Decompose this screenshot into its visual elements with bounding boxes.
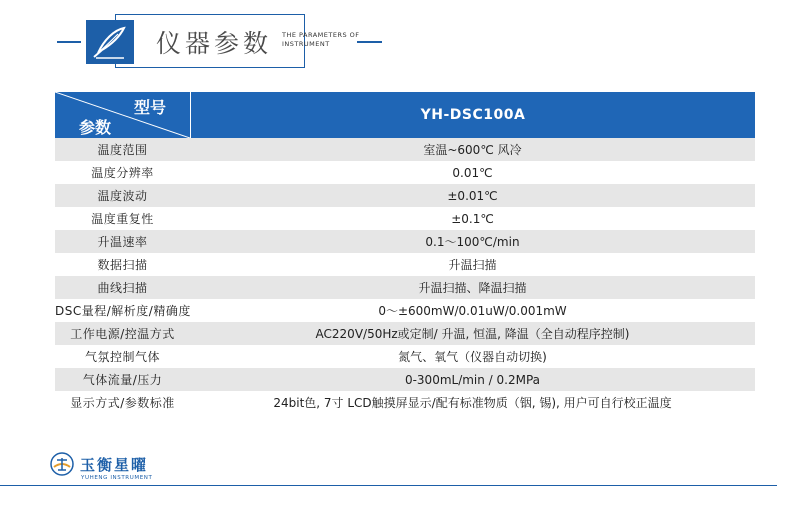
param-value: 室温~600℃ 风冷 xyxy=(423,143,522,157)
header-rule-left xyxy=(57,41,81,43)
table-row xyxy=(55,322,755,345)
param-name: 气氛控制气体 xyxy=(84,350,160,364)
param-name: DSC量程/解析度/精确度 xyxy=(55,304,191,318)
param-name: 数据扫描 xyxy=(97,258,148,272)
param-name: 曲线扫描 xyxy=(97,281,148,295)
page-title: 仪器参数 xyxy=(156,29,273,58)
brand-name: 玉衡星曜 xyxy=(80,456,149,474)
table-corner-cell xyxy=(55,92,191,138)
param-name: 显示方式/参数标准 xyxy=(70,396,175,410)
param-value: AC220V/50Hz或定制/ 升温, 恒温, 降温（全自动程序控制) xyxy=(315,327,630,341)
table-row xyxy=(55,368,755,391)
footer-rule xyxy=(0,485,777,486)
table-row xyxy=(55,345,755,368)
table-row xyxy=(55,391,755,414)
param-name: 温度分辨率 xyxy=(91,166,154,180)
param-value: 升温扫描 xyxy=(448,258,497,272)
company-logo-icon xyxy=(50,452,74,476)
table-row xyxy=(55,230,755,253)
param-name: 气体流量/压力 xyxy=(82,373,163,387)
table-row xyxy=(55,299,755,322)
model-name: YH-DSC100A xyxy=(420,107,526,123)
table-header xyxy=(55,92,755,138)
param-value: 0.1～100℃/min xyxy=(425,235,520,249)
brand-subtitle: YUHENG INSTRUMENT xyxy=(81,475,153,481)
param-value: ±0.01℃ xyxy=(447,188,498,203)
table-row xyxy=(55,276,755,299)
param-value: 升温扫描、降温扫描 xyxy=(418,281,527,295)
table-row xyxy=(55,207,755,230)
param-value: ±0.1℃ xyxy=(451,211,494,226)
parameters-table xyxy=(55,92,755,414)
corner-label-params: 参数 xyxy=(79,118,112,137)
table-body xyxy=(55,138,755,414)
quill-pen-icon xyxy=(86,20,134,64)
param-value: 0-300mL/min / 0.2MPa xyxy=(404,372,541,387)
param-name: 工作电源/控温方式 xyxy=(70,327,175,341)
param-name: 升温速率 xyxy=(97,235,148,249)
page-subtitle: THE PARAMETERS OF INSTRUMENT xyxy=(282,31,360,48)
table-row xyxy=(55,184,755,207)
param-value: 24bit色, 7寸 LCD触摸屏显示/配有标准物质（铟, 锡), 用户可自行校正温度 xyxy=(273,396,672,410)
diagonal-divider xyxy=(55,92,190,138)
param-value: 0.01℃ xyxy=(452,165,493,180)
corner-label-model: 型号 xyxy=(133,98,166,117)
table-row xyxy=(55,161,755,184)
param-name: 温度重复性 xyxy=(91,212,154,226)
param-value: 氮气、氧气（仪器自动切换) xyxy=(398,350,547,364)
param-value: 0～±600mW/0.01uW/0.001mW xyxy=(378,304,567,318)
table-row xyxy=(55,138,755,161)
table-row xyxy=(55,253,755,276)
param-name: 温度范围 xyxy=(97,143,148,157)
param-name: 温度波动 xyxy=(97,189,148,203)
